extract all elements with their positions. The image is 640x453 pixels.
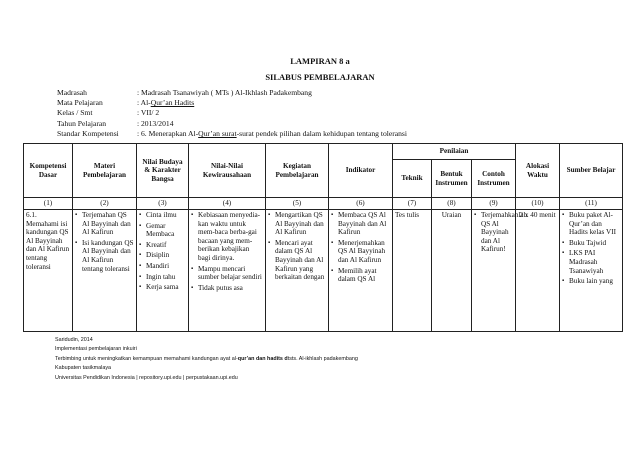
page-title: LAMPIRAN 8 a (290, 56, 350, 66)
header-alokasi: Alokasi Waktu (516, 144, 560, 198)
footer-location: Kabupaten tasikmalaya (55, 365, 112, 372)
footer (55, 336, 358, 383)
header-sumber: Sumber Belajar (560, 144, 623, 198)
cell-contoh: ▪ Terjemahkanlah QS Al Bayyinah dan Al Kafirun! (472, 210, 516, 332)
header-bentuk: Bentuk Instrumen (432, 160, 472, 198)
cell-bentuk: Uraian (432, 210, 472, 332)
header-contoh: Contoh Instrumen (472, 160, 516, 198)
metadata-block (57, 88, 407, 139)
header-row (24, 144, 623, 160)
meta-row-tahun: Tahun Pelajaran : 2013/2014 (57, 118, 174, 128)
cell-materi: ▪ Terjemahan QS Al Bayyinah dan Al Kafirun ▪ Isi kandungan QS Al Bayyinah dan Al Kafirun tentang toleransi (73, 210, 137, 332)
footer-thesis-title-cont: Terbimbing untuk meningkatkan kemampuan memahami kandungan ayat al-qur’an dan hadits dtsts. Al-ikhlash padakembang (55, 355, 358, 362)
header-indikator: Indikator (329, 144, 393, 198)
cell-sumber: ▪ Buku paket Al-Qur’an dan Hadits kelas VII ▪ Buku Tajwid ▪ LKS PAI Madrasah Tsanawiyah ▪ Buku lain yang (560, 210, 623, 332)
cell-teknik: Tes tulis (393, 210, 432, 332)
header-nilai-kewirausahaan: Nilai-Nilai Kewirausahaan (189, 144, 266, 198)
header-nilai-budaya: Nilai Budaya & Karakter Bangsa (137, 144, 189, 198)
cell-alokasi: 2 x 40 menit (516, 210, 560, 332)
cell-kompetensi: 6.1. Memahami isi kandungan QS Al Bayyinah dan Al Kafirun tentang toleransi (24, 210, 73, 332)
meta-row-kelas: Kelas / Smt : VII/ 2 (57, 108, 160, 118)
footer-author: Saridudin, 2014 (55, 337, 93, 343)
meta-row-mapel: Mata Pelajaran : Al- Qur’an Hadits (57, 98, 195, 108)
column-number-row: (1) (2) (3) (4) (5) (6) (7) (8) (9) (10) (11) (24, 198, 623, 210)
meta-row-madrasah: Madrasah : Madrasah Tsanawiyah ( MTs ) Al-Ikhlash Padakembang (57, 88, 312, 97)
footer-thesis-title: Implementasi pembelajaran inkuiri (55, 346, 137, 353)
meta-row-standar: Standar Kompetensi : 6. Menerapkan Al- Qur’an surat -surat pendek pilihan dalam kehidupan tentang toleransi (57, 128, 407, 138)
cell-nilai-budaya: ▪ Cinta ilmu ▪ Gemar Membaca ▪ Kreatif ▪ Disiplin ▪ Mandiri ▪ Ingin tahu ▪ Kerja sama (137, 210, 189, 332)
syllabus-table (23, 143, 623, 332)
cell-indikator: ▪ Membaca QS Al Bayyinah dan Al Kafirun ▪ Menerjemahkan QS Al Bayyinah dan Al Kafirun ▪ Memilih ayat dalam QS Al (329, 210, 393, 332)
header-kompetensi: Kompetensi Dasar (24, 144, 73, 198)
header-materi: Materi Pembelajaran (73, 144, 137, 198)
header-kegiatan: Kegiatan Pembelajaran (266, 144, 329, 198)
cell-kegiatan: ▪ Mengartikan QS Al Bayyinah dan Al Kafirun ▪ Mencari ayat dalam QS Al Bayyinah dan Al Kafirun yang berkaitan dengan (266, 210, 329, 332)
header-penilaian: Penilaian (393, 144, 516, 160)
cell-nilai-kewirausahaan: ▪ Kebiasaan menyedia-kan waktu untuk mem-baca berba-gai bacaan yang mem-berikan kebajikan bagi dirinya. ▪ Mampu mencari sumber belajar sendiri ▪ Tidak putus asa (189, 210, 266, 332)
table-row (24, 210, 623, 332)
footer-repository: Universitas Pendidikan Indonesia | repository.upi.edu | perpustakaan.upi.edu (55, 374, 238, 381)
page-subtitle: SILABUS PEMBELAJARAN (265, 72, 375, 82)
header-teknik: Teknik (393, 160, 432, 198)
